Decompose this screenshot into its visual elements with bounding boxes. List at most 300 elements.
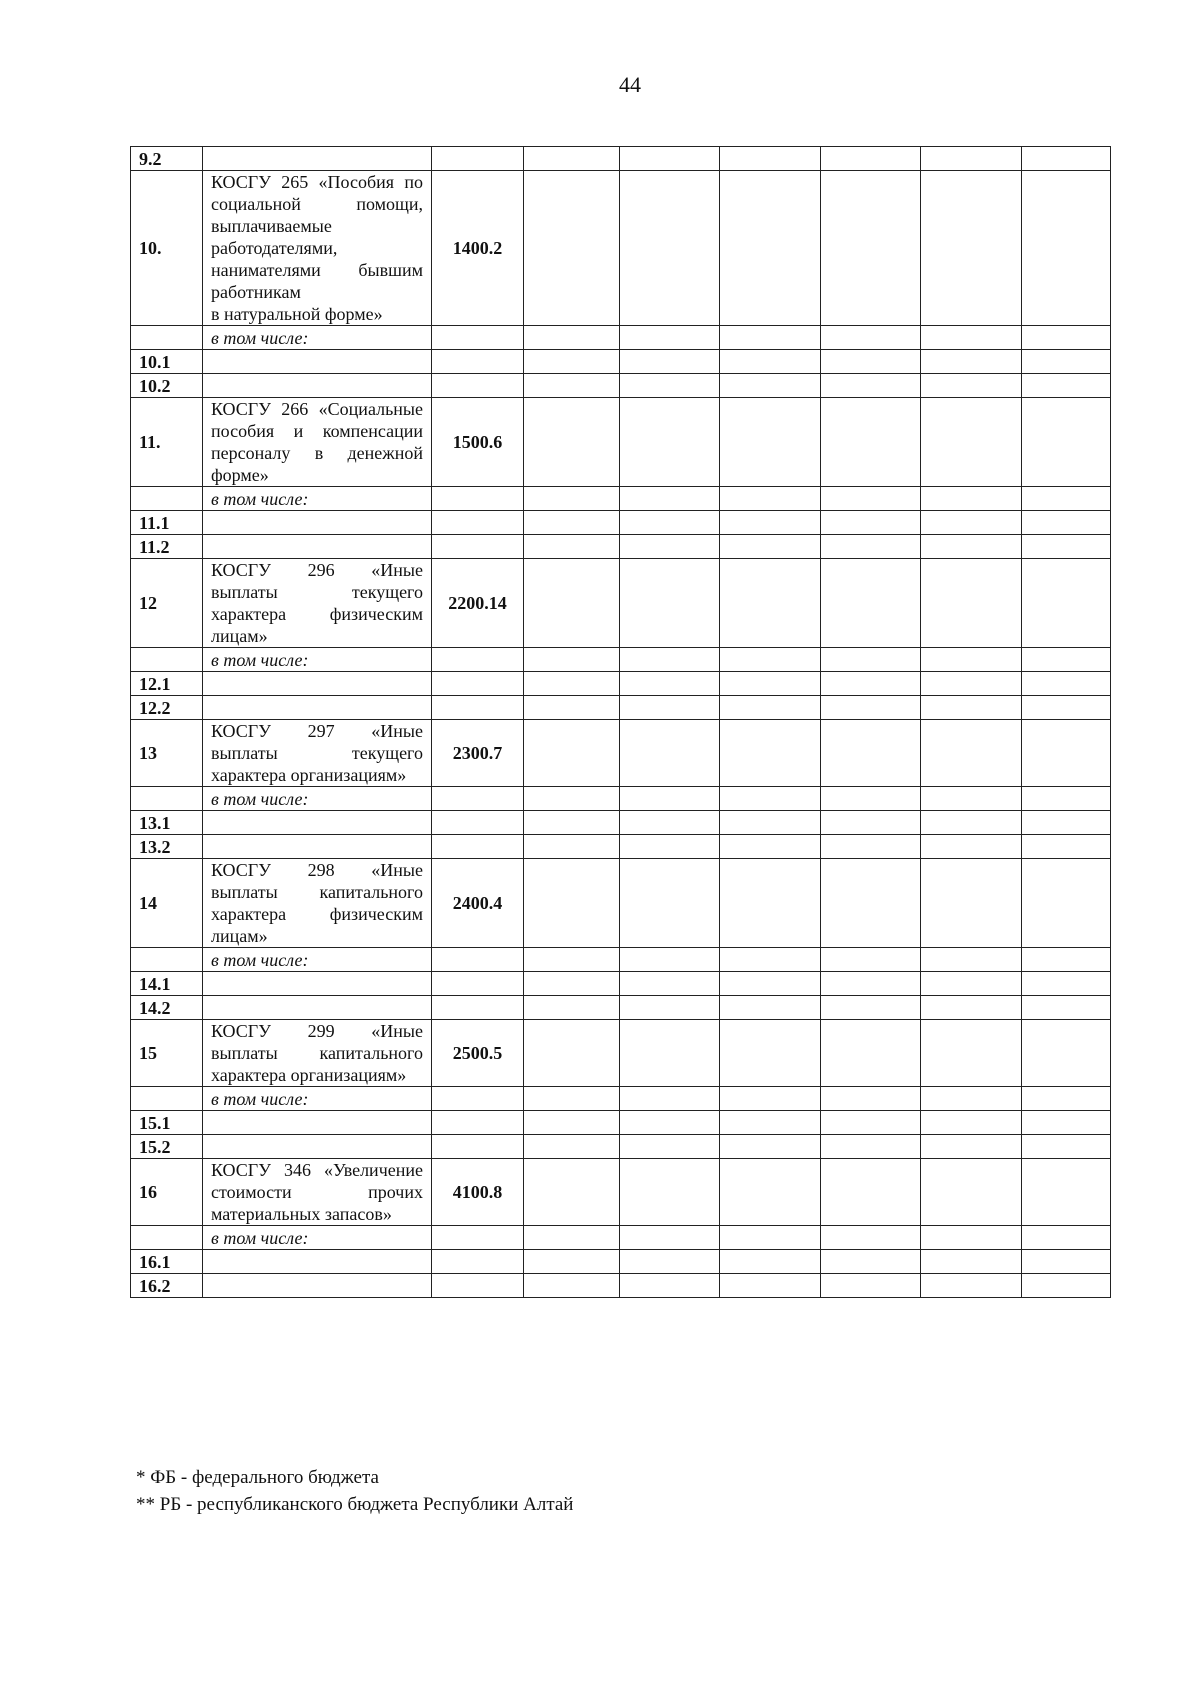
table-row [131,1274,1111,1298]
description-text: в натуральной форме» [211,304,383,324]
value-cell [524,350,620,374]
row-code: 1500.6 [432,398,524,487]
row-code [432,1250,524,1274]
value-cell [921,326,1022,350]
table-row [131,948,1111,972]
value-cell [720,1020,821,1087]
value-cell [1022,1087,1111,1111]
value-cell [524,535,620,559]
table-row [131,559,1111,648]
value-cell [524,326,620,350]
value-cell [921,1274,1022,1298]
value-cell [720,350,821,374]
row-code [432,1226,524,1250]
row-code [432,996,524,1020]
value-cell [524,511,620,535]
value-cell [620,1159,720,1226]
value-cell [921,147,1022,171]
row-number: 12 [131,559,203,648]
value-cell [921,374,1022,398]
row-number: 15.2 [131,1135,203,1159]
value-cell [1022,835,1111,859]
row-number: 10. [131,171,203,326]
value-cell [921,972,1022,996]
value-cell [821,696,921,720]
row-description [203,511,432,535]
value-cell [1022,811,1111,835]
row-description [203,672,432,696]
value-cell [524,859,620,948]
subtotal-label: в том числе: [203,326,432,350]
value-cell [921,1226,1022,1250]
value-cell [921,171,1022,326]
row-number: 16.1 [131,1250,203,1274]
value-cell [620,559,720,648]
value-cell [524,147,620,171]
value-cell [921,996,1022,1020]
value-cell [524,696,620,720]
value-cell [1022,972,1111,996]
value-cell [921,787,1022,811]
value-cell [821,672,921,696]
value-cell [524,1111,620,1135]
table-row [131,1250,1111,1274]
row-number: 11.1 [131,511,203,535]
row-number [131,487,203,511]
row-code [432,1135,524,1159]
table-row [131,326,1111,350]
value-cell [620,1250,720,1274]
row-number: 14 [131,859,203,948]
description-text: КОСГУ 297 «Иные выплаты текущего характера организациям» [211,721,423,785]
value-cell [524,811,620,835]
value-cell [821,811,921,835]
value-cell [524,1250,620,1274]
value-cell [524,374,620,398]
row-description [203,1274,432,1298]
value-cell [921,720,1022,787]
value-cell [620,1135,720,1159]
description-text: КОСГУ 296 «Иные выплаты текущего характера физическим лицам» [211,560,423,646]
value-cell [1022,1159,1111,1226]
row-number [131,787,203,811]
value-cell [821,859,921,948]
value-cell [620,672,720,696]
value-cell [921,559,1022,648]
value-cell [524,972,620,996]
value-cell [921,350,1022,374]
row-description [203,374,432,398]
value-cell [620,1020,720,1087]
table-row [131,535,1111,559]
budget-table [130,146,1111,1298]
row-number: 13 [131,720,203,787]
value-cell [524,996,620,1020]
table-row [131,374,1111,398]
value-cell [524,559,620,648]
description-text: КОСГУ 299 «Иные выплаты капитального характера организациям» [211,1021,423,1085]
value-cell [1022,398,1111,487]
value-cell [524,1135,620,1159]
row-number: 11.2 [131,535,203,559]
value-cell [720,696,821,720]
value-cell [821,1087,921,1111]
row-code [432,672,524,696]
value-cell [1022,1135,1111,1159]
value-cell [620,648,720,672]
row-number: 9.2 [131,147,203,171]
value-cell [1022,720,1111,787]
table-row [131,811,1111,835]
table-row [131,972,1111,996]
value-cell [1022,171,1111,326]
value-cell [921,672,1022,696]
row-description [203,535,432,559]
table-row [131,996,1111,1020]
row-number: 16.2 [131,1274,203,1298]
value-cell [921,398,1022,487]
value-cell [1022,948,1111,972]
value-cell [720,1087,821,1111]
value-cell [620,398,720,487]
value-cell [921,535,1022,559]
value-cell [620,374,720,398]
table-row [131,859,1111,948]
value-cell [524,948,620,972]
row-code [432,972,524,996]
row-number: 10.1 [131,350,203,374]
row-number: 13.1 [131,811,203,835]
value-cell [821,972,921,996]
value-cell [720,1250,821,1274]
value-cell [720,535,821,559]
subtotal-label: в том числе: [203,948,432,972]
value-cell [821,996,921,1020]
row-number: 12.2 [131,696,203,720]
value-cell [620,859,720,948]
value-cell [620,171,720,326]
value-cell [720,835,821,859]
row-code: 2300.7 [432,720,524,787]
row-code [432,1087,524,1111]
value-cell [620,350,720,374]
value-cell [821,1020,921,1087]
value-cell [720,374,821,398]
row-code [432,648,524,672]
value-cell [524,835,620,859]
subtotal-label: в том числе: [203,648,432,672]
value-cell [720,720,821,787]
value-cell [524,1020,620,1087]
value-cell [1022,511,1111,535]
row-number: 12.1 [131,672,203,696]
value-cell [620,511,720,535]
value-cell [1022,559,1111,648]
value-cell [620,835,720,859]
page-number: 44 [619,72,641,97]
table-row [131,1087,1111,1111]
value-cell [524,1226,620,1250]
row-description [203,996,432,1020]
row-code [432,787,524,811]
row-description [203,1020,432,1087]
table-row [131,147,1111,171]
value-cell [524,487,620,511]
row-code [432,811,524,835]
table-row [131,487,1111,511]
value-cell [1022,696,1111,720]
row-description [203,147,432,171]
value-cell [620,948,720,972]
row-description [203,835,432,859]
value-cell [720,1274,821,1298]
value-cell [921,1020,1022,1087]
value-cell [524,648,620,672]
row-code [432,535,524,559]
footnotes [136,1464,573,1518]
table-row [131,511,1111,535]
value-cell [921,859,1022,948]
footnote-rb: ** РБ - республиканского бюджета Республики Алтай [136,1494,574,1515]
table-row [131,171,1111,326]
value-cell [620,1111,720,1135]
value-cell [921,811,1022,835]
row-description [203,171,432,326]
row-code [432,835,524,859]
value-cell [1022,996,1111,1020]
table-row [131,648,1111,672]
value-cell [821,787,921,811]
value-cell [1022,374,1111,398]
value-cell [524,672,620,696]
row-code: 2500.5 [432,1020,524,1087]
subtotal-label: в том числе: [203,1087,432,1111]
value-cell [821,147,921,171]
row-number: 11. [131,398,203,487]
value-cell [620,972,720,996]
description-text: КОСГУ 298 «Иные выплаты капитального характера физическим лицам» [211,860,423,946]
value-cell [720,948,821,972]
value-cell [921,1135,1022,1159]
value-cell [821,535,921,559]
value-cell [620,811,720,835]
value-cell [821,648,921,672]
table-row [131,835,1111,859]
value-cell [720,859,821,948]
value-cell [1022,1020,1111,1087]
row-code: 2200.14 [432,559,524,648]
value-cell [620,326,720,350]
value-cell [720,171,821,326]
value-cell [524,1087,620,1111]
value-cell [1022,1274,1111,1298]
value-cell [921,948,1022,972]
row-description [203,398,432,487]
table-row [131,1020,1111,1087]
row-code [432,1111,524,1135]
value-cell [821,1135,921,1159]
value-cell [821,835,921,859]
value-cell [821,398,921,487]
row-description [203,859,432,948]
value-cell [1022,1250,1111,1274]
row-number [131,326,203,350]
value-cell [620,1226,720,1250]
value-cell [720,559,821,648]
value-cell [720,1111,821,1135]
value-cell [524,1274,620,1298]
row-code [432,374,524,398]
value-cell [1022,1111,1111,1135]
row-number: 10.2 [131,374,203,398]
row-code: 2400.4 [432,859,524,948]
row-number [131,648,203,672]
row-code [432,948,524,972]
description-text: КОСГУ 346 «Увеличение стоимости прочих материальных запасов» [211,1160,423,1224]
row-code [432,487,524,511]
row-description [203,720,432,787]
value-cell [921,1250,1022,1274]
row-number: 16 [131,1159,203,1226]
value-cell [821,720,921,787]
value-cell [720,972,821,996]
value-cell [620,1087,720,1111]
value-cell [720,996,821,1020]
row-description [203,1159,432,1226]
value-cell [1022,350,1111,374]
value-cell [524,1159,620,1226]
value-cell [620,487,720,511]
row-description [203,559,432,648]
value-cell [620,787,720,811]
row-number: 15 [131,1020,203,1087]
row-number: 14.1 [131,972,203,996]
value-cell [1022,648,1111,672]
value-cell [720,672,821,696]
subtotal-label: в том числе: [203,487,432,511]
row-description [203,972,432,996]
value-cell [524,171,620,326]
value-cell [524,398,620,487]
row-number [131,1087,203,1111]
table-row [131,398,1111,487]
value-cell [921,1111,1022,1135]
row-code [432,511,524,535]
value-cell [821,948,921,972]
value-cell [620,535,720,559]
subtotal-label: в том числе: [203,787,432,811]
table-body [131,147,1111,1298]
value-cell [1022,147,1111,171]
value-cell [1022,859,1111,948]
row-code: 4100.8 [432,1159,524,1226]
row-code [432,696,524,720]
value-cell [921,1087,1022,1111]
value-cell [720,1226,821,1250]
table-row [131,1135,1111,1159]
row-description [203,1250,432,1274]
value-cell [524,787,620,811]
value-cell [720,487,821,511]
table-row [131,787,1111,811]
table-row [131,1226,1111,1250]
value-cell [720,1159,821,1226]
value-cell [720,648,821,672]
value-cell [720,326,821,350]
table-row [131,720,1111,787]
row-description [203,696,432,720]
table-row [131,696,1111,720]
value-cell [821,511,921,535]
row-code [432,1274,524,1298]
value-cell [620,720,720,787]
value-cell [720,511,821,535]
value-cell [821,1159,921,1226]
description-text: КОСГУ 265 «Пособия по социальной помощи, выплачиваемые работодателями, нанимателями бывшим работникам [211,172,423,302]
value-cell [720,1135,821,1159]
value-cell [620,996,720,1020]
value-cell [821,374,921,398]
value-cell [524,720,620,787]
value-cell [821,559,921,648]
row-code [432,326,524,350]
row-code: 1400.2 [432,171,524,326]
row-description [203,811,432,835]
value-cell [620,147,720,171]
row-number: 13.2 [131,835,203,859]
value-cell [821,487,921,511]
value-cell [1022,787,1111,811]
row-number: 15.1 [131,1111,203,1135]
row-description [203,1111,432,1135]
table-row [131,350,1111,374]
value-cell [921,511,1022,535]
value-cell [620,1274,720,1298]
value-cell [821,1274,921,1298]
row-number [131,1226,203,1250]
row-number: 14.2 [131,996,203,1020]
value-cell [821,350,921,374]
value-cell [1022,326,1111,350]
value-cell [720,398,821,487]
row-description [203,1135,432,1159]
value-cell [921,835,1022,859]
table-row [131,1111,1111,1135]
value-cell [821,326,921,350]
value-cell [821,1250,921,1274]
value-cell [821,171,921,326]
value-cell [921,1159,1022,1226]
value-cell [921,696,1022,720]
row-code [432,147,524,171]
value-cell [1022,1226,1111,1250]
value-cell [1022,487,1111,511]
value-cell [821,1226,921,1250]
value-cell [1022,672,1111,696]
row-code [432,350,524,374]
description-text: КОСГУ 266 «Социальные пособия и компенсации персоналу в денежной форме» [211,399,423,485]
row-description [203,350,432,374]
value-cell [720,147,821,171]
value-cell [1022,535,1111,559]
value-cell [921,648,1022,672]
value-cell [821,1111,921,1135]
row-number [131,948,203,972]
footnote-fb: * ФБ - федерального бюджета [136,1467,379,1488]
value-cell [921,487,1022,511]
table-row [131,672,1111,696]
subtotal-label: в том числе: [203,1226,432,1250]
